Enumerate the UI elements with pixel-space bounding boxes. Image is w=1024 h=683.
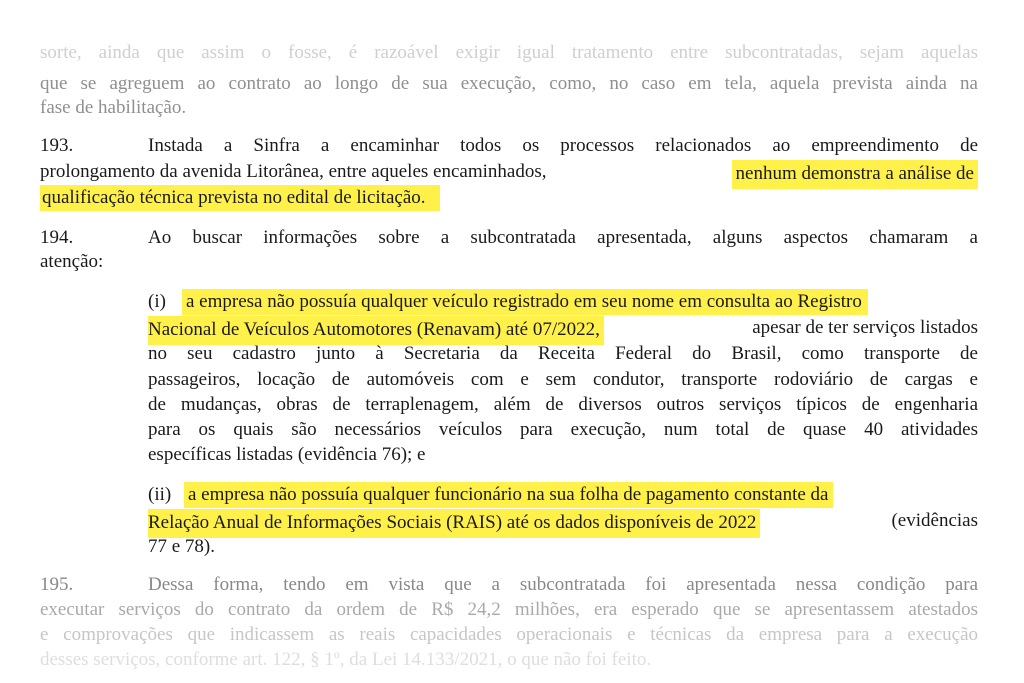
p193-line-2-plain: prolongamento da avenida Litorânea, entre aqueles encaminhados,	[40, 161, 547, 182]
item-i-marker: (i)	[148, 291, 166, 312]
p195-line-1: Dessa forma, tendo em vista que a subcontratada foi apresentada nessa condição para	[148, 574, 978, 595]
p194-line-2: atenção:	[40, 251, 104, 272]
item-i-line-3: no seu cadastro junto à Secretaria da Receita Federal do Brasil, como transporte de	[148, 343, 978, 364]
item-ii-highlight-2: Relação Anual de Informações Sociais (RAIS) até os dados disponíveis de 2022	[148, 509, 760, 538]
paragraph-number-193: 193.	[40, 135, 74, 156]
item-ii-marker: (ii)	[148, 484, 172, 505]
item-i-line-4: passageiros, locação de automóveis com e sem condutor, transporte rodoviário de cargas e	[148, 369, 978, 390]
item-ii-highlight-1: a empresa não possuía qualquer funcionário na sua folha de pagamento constante da	[184, 482, 833, 508]
item-i-line-2-plain: apesar de ter serviços listados	[752, 317, 978, 338]
paragraph-number-195: 195.	[40, 574, 74, 595]
top-line-2: que se agreguem ao contrato ao longo de sua execução, como, no caso em tela, aquela prevista ainda na	[40, 73, 978, 94]
p193-line-3	[40, 186, 440, 210]
item-i-line-7: específicas listadas (evidência 76); e	[148, 444, 426, 465]
top-line-1: sorte, ainda que assim o fosse, é razoável exigir igual tratamento entre subcontratadas, sejam aquelas	[40, 42, 978, 63]
paragraph-number-194: 194.	[40, 227, 74, 248]
p195-line-3: e comprovações que indicassem as reais capacidades operacionais e técnicas da empresa para a execução	[40, 624, 978, 645]
p195-line-2: executar serviços do contrato da ordem de R$ 24,2 milhões, era esperado que se apresentassem atestados	[40, 599, 978, 620]
p195-line-4: desses serviços, conforme art. 122, § 1º, da Lei 14.133/2021, o que não foi feito.	[40, 649, 652, 670]
item-ii-line-3: 77 e 78).	[148, 536, 216, 557]
item-i-line-1	[182, 290, 868, 314]
p194-line-1: Ao buscar informações sobre a subcontratada apresentada, alguns aspectos chamaram a	[148, 227, 978, 248]
top-line-3: fase de habilitação.	[40, 97, 187, 118]
item-i-highlight-2: Nacional de Veículos Automotores (Renavam) até 07/2022,	[148, 316, 604, 345]
item-ii-line-2-plain: (evidências	[891, 510, 978, 531]
item-i-line-5: de mudanças, obras de terraplenagem, além de diversos outros serviços típicos de engenharia	[148, 394, 978, 415]
item-ii-line-1	[184, 483, 833, 507]
item-i-highlight-1: a empresa não possuía qualquer veículo registrado em seu nome em consulta ao Registro	[182, 289, 868, 315]
item-ii-line-2	[148, 509, 978, 538]
p193-highlight-2: qualificação técnica prevista no edital de licitação.	[40, 185, 440, 211]
item-i-line-6: para os quais são necessários veículos para execução, num total de quase 40 atividades	[148, 419, 978, 440]
p193-line-1: Instada a Sinfra a encaminhar todos os processos relacionados ao empreendimento de	[148, 135, 978, 156]
p193-highlight-1: nenhum demonstra a análise de	[732, 160, 978, 189]
item-i-line-2	[148, 316, 978, 345]
